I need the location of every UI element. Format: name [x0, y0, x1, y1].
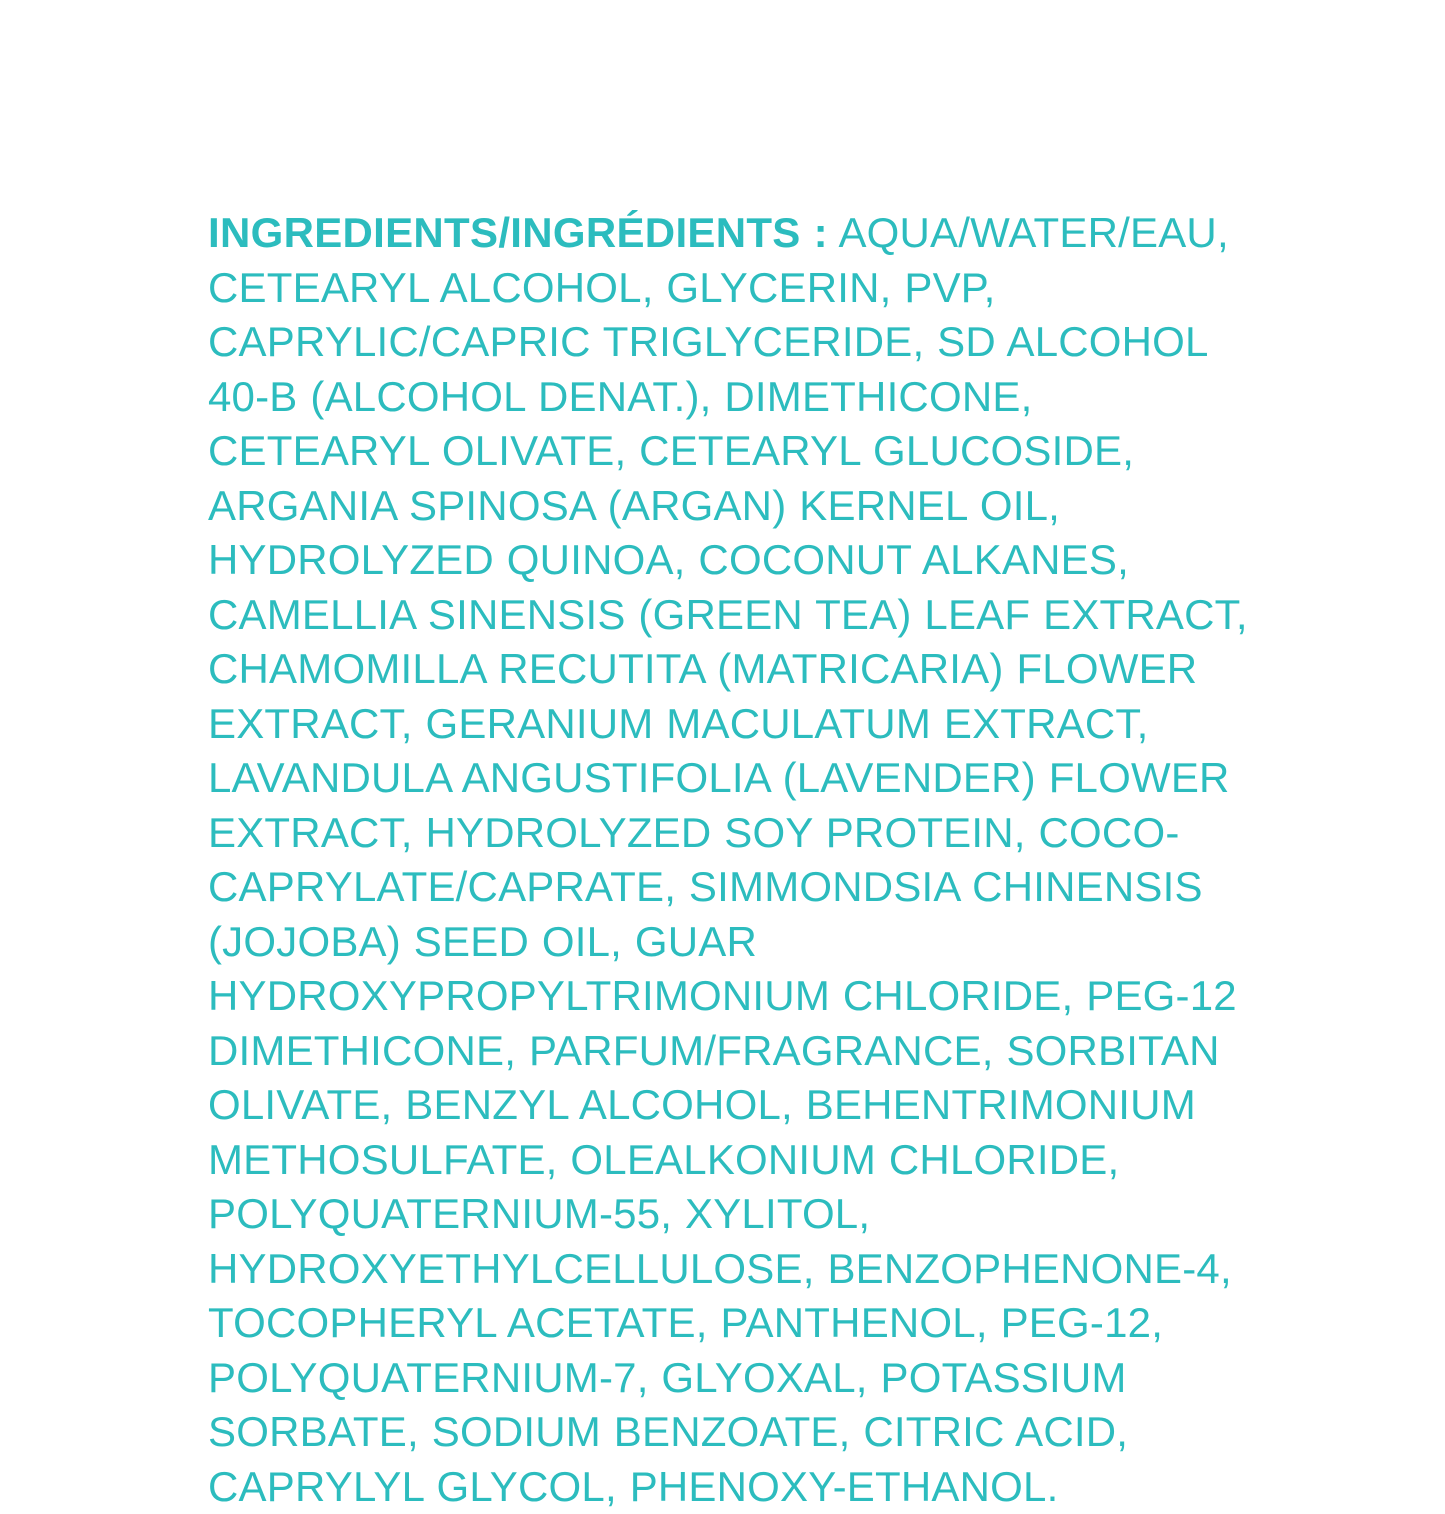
ingredients-paragraph [208, 206, 1256, 1514]
ingredients-label-heading: INGREDIENTS/INGRÉDIENTS : [208, 209, 828, 256]
ingredients-list-text: AQUA/WATER/EAU, CETEARYL ALCOHOL, GLYCERIN, PVP, CAPRYLIC/CAPRIC TRIGLYCERIDE, SD ALCOHOL 40-B (ALCOHOL DENAT.), DIMETHICONE, CETEARYL OLIVATE, CETEARYL GLUCOSIDE, ARGANIA SPINOSA (ARGAN) KERNEL OIL, HYDROLYZED QUINOA, COCONUT ALKANES, CAMELLIA SINENSIS (GREEN TEA) LEAF EXTRACT, CHAMOMILLA RECUTITA (MATRICARIA) FLOWER EXTRACT, GERANIUM MACULATUM EXTRACT, LAVANDULA ANGUSTIFOLIA (LAVENDER) FLOWER EXTRACT, HYDROLYZED SOY PROTEIN, COCO-CAPRYLATE/CAPRATE, SIMMONDSIA CHINENSIS (JOJOBA) SEED OIL, GUAR HYDROXYPROPYLTRIMONIUM CHLORIDE, PEG-12 DIMETHICONE, PARFUM/FRAGRANCE, SORBITAN OLIVATE, BENZYL ALCOHOL, BEHENTRIMONIUM METHOSULFATE, OLEALKONIUM CHLORIDE, POLYQUATERNIUM-55, XYLITOL, HYDROXYETHYLCELLULOSE, BENZOPHENONE-4, TOCOPHERYL ACETATE, PANTHENOL, PEG-12, POLYQUATERNIUM-7, GLYOXAL, POTASSIUM SORBATE, SODIUM BENZOATE, CITRIC ACID, CAPRYLYL GLYCOL, PHENOXY-ETHANOL. [208, 209, 1248, 1510]
ingredients-block [208, 206, 1256, 1514]
